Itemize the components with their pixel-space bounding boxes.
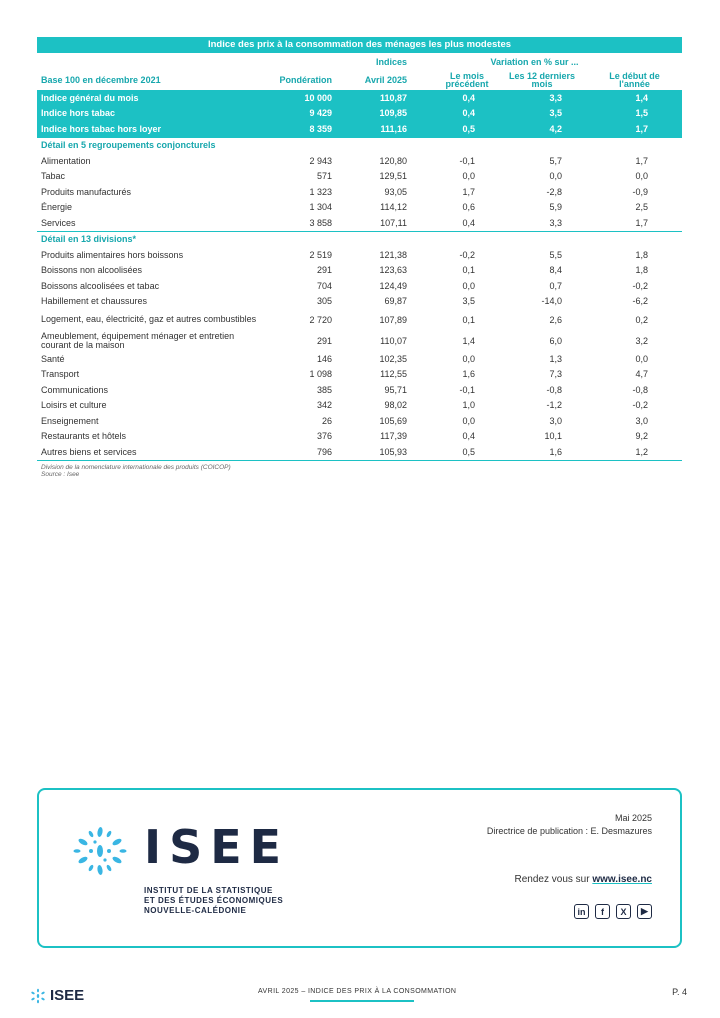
row-var-ytd: 0,0 bbox=[635, 353, 648, 364]
row-var-12m: 0,0 bbox=[549, 171, 562, 182]
row-label: Produits alimentaires hors boissons bbox=[41, 249, 184, 260]
row-index: 123,63 bbox=[379, 265, 407, 276]
publication-date: Mai 2025 bbox=[614, 813, 652, 823]
row-index: 69,87 bbox=[384, 296, 407, 307]
row-index: 121,38 bbox=[379, 249, 407, 260]
col-base-header: Base 100 en décembre 2021 bbox=[41, 75, 161, 85]
row-label: Ameublement, équipement ménager et entretien courant de la maison bbox=[41, 331, 235, 350]
row-label: Loisirs et culture bbox=[41, 400, 107, 411]
row-index: 107,11 bbox=[380, 217, 407, 228]
row-label: Logement, eau, électricité, gaz et autres combustibles bbox=[41, 314, 257, 325]
x-twitter-icon[interactable]: X bbox=[616, 904, 631, 919]
row-var-ytd: -6,2 bbox=[632, 296, 648, 307]
row-var-month: 0,5 bbox=[462, 446, 475, 457]
row-var-12m: 3,3 bbox=[549, 217, 562, 228]
row-label: Indice hors tabac bbox=[41, 108, 116, 119]
section-title-regroupements: Détail en 5 regroupements conjoncturels bbox=[37, 137, 682, 154]
highlight-row bbox=[37, 90, 682, 106]
row-var-12m: -0,8 bbox=[546, 384, 562, 395]
row-var-12m: 5,7 bbox=[549, 155, 562, 166]
row-label: Tabac bbox=[41, 171, 66, 182]
row-var-month: 0,4 bbox=[462, 217, 475, 228]
row-ponderation: 704 bbox=[316, 280, 332, 291]
page-number: P. 4 bbox=[672, 987, 687, 997]
row-var-12m: 1,3 bbox=[549, 353, 562, 364]
row-index: 110,87 bbox=[379, 92, 407, 103]
row-var-ytd: 1,2 bbox=[635, 446, 648, 457]
row-var-12m: 3,3 bbox=[549, 92, 562, 103]
row-var-ytd: 2,5 bbox=[635, 202, 648, 213]
row-var-ytd: -0,2 bbox=[632, 280, 648, 291]
col-debut-header: Le début de l'année bbox=[609, 71, 660, 89]
table-row bbox=[37, 247, 682, 263]
row-var-12m: 2,6 bbox=[549, 314, 562, 325]
row-var-ytd: -0,9 bbox=[632, 186, 648, 197]
logo-wordmark: ISEE bbox=[144, 820, 290, 874]
row-var-month: 0,0 bbox=[462, 280, 475, 291]
section1-rows bbox=[37, 153, 682, 231]
row-var-month: 1,6 bbox=[462, 369, 475, 380]
row-ponderation: 1 304 bbox=[309, 202, 332, 213]
logo-subtitle: INSTITUT DE LA STATISTIQUE ET DES ÉTUDES ÉCONOMIQUES NOUVELLE-CALÉDONIE bbox=[144, 886, 284, 915]
row-var-month: 1,7 bbox=[462, 186, 475, 197]
isee-snowflake-icon bbox=[69, 820, 131, 882]
publication-info bbox=[487, 812, 652, 838]
row-ponderation: 2 519 bbox=[309, 249, 332, 260]
row-var-month: 0,4 bbox=[462, 108, 475, 119]
highlight-row bbox=[37, 121, 682, 137]
row-ponderation: 8 359 bbox=[309, 123, 332, 134]
table-row bbox=[37, 278, 682, 294]
row-var-ytd: 1,5 bbox=[635, 108, 648, 119]
row-var-ytd: 1,8 bbox=[635, 265, 648, 276]
row-var-12m: 5,5 bbox=[549, 249, 562, 260]
table-row bbox=[37, 153, 682, 169]
row-var-ytd: 3,2 bbox=[635, 335, 648, 346]
row-var-month: 1,4 bbox=[462, 335, 475, 346]
table-row bbox=[37, 351, 682, 367]
row-var-ytd: 1,8 bbox=[635, 249, 648, 260]
section2-rows bbox=[37, 247, 682, 461]
row-var-month: 0,1 bbox=[462, 265, 475, 276]
row-ponderation: 305 bbox=[316, 296, 332, 307]
variation-group-header: Variation en % sur ... bbox=[490, 56, 579, 67]
table-title: Indice des prix à la consommation des ménages les plus modestes bbox=[37, 37, 682, 53]
publication-footer-box bbox=[37, 788, 682, 948]
row-ponderation: 3 858 bbox=[309, 217, 332, 228]
row-var-12m: -14,0 bbox=[541, 296, 562, 307]
row-label: Services bbox=[41, 217, 76, 228]
row-var-month: 0,4 bbox=[462, 92, 475, 103]
youtube-icon[interactable]: ▶ bbox=[637, 904, 652, 919]
row-label: Énergie bbox=[41, 202, 73, 213]
row-ponderation: 2 720 bbox=[309, 314, 332, 325]
table-row bbox=[37, 200, 682, 216]
publication-director: Directrice de publication : E. Desmazures bbox=[486, 826, 652, 836]
note-source: Source : Isee bbox=[41, 471, 80, 478]
row-var-ytd: 9,2 bbox=[635, 431, 648, 442]
section-title-divisions: Détail en 13 divisions* bbox=[37, 231, 682, 248]
row-var-12m: 1,6 bbox=[549, 446, 562, 457]
row-index: 109,85 bbox=[379, 108, 407, 119]
row-index: 110,07 bbox=[380, 335, 407, 346]
row-index: 95,71 bbox=[384, 384, 407, 395]
website-line: Rendez vous sur www.isee.nc bbox=[514, 874, 652, 885]
table-row bbox=[37, 169, 682, 185]
row-ponderation: 376 bbox=[316, 431, 332, 442]
row-var-month: 1,0 bbox=[462, 400, 475, 411]
row-var-ytd: 0,2 bbox=[635, 314, 648, 325]
row-label: Boissons alcoolisées et tabac bbox=[41, 280, 160, 291]
row-label: Habillement et chaussures bbox=[41, 296, 148, 307]
column-header-row bbox=[37, 70, 682, 90]
table-row bbox=[37, 309, 682, 330]
indices-group-header: Indices bbox=[375, 56, 407, 67]
table-row bbox=[37, 398, 682, 414]
row-label: Communications bbox=[41, 384, 109, 395]
row-index: 129,51 bbox=[379, 171, 407, 182]
row-var-month: 0,5 bbox=[462, 123, 475, 134]
row-var-month: -0,1 bbox=[459, 384, 475, 395]
table-row bbox=[37, 444, 682, 460]
row-var-12m: 3,0 bbox=[549, 415, 562, 426]
row-ponderation: 146 bbox=[316, 353, 332, 364]
row-var-ytd: -0,8 bbox=[632, 384, 648, 395]
footer-logo: ISEE bbox=[30, 987, 84, 1004]
row-index: 93,05 bbox=[384, 186, 407, 197]
row-var-month: 0,6 bbox=[462, 202, 475, 213]
row-var-month: 0,0 bbox=[462, 171, 475, 182]
table-row bbox=[37, 367, 682, 383]
col-12mois-header: Les 12 derniers mois bbox=[508, 71, 576, 89]
col-ponderation-header: Pondération bbox=[279, 75, 332, 85]
row-index: 120,80 bbox=[379, 155, 407, 166]
website-link[interactable]: www.isee.nc bbox=[592, 874, 652, 885]
row-ponderation: 26 bbox=[321, 415, 332, 426]
row-index: 112,55 bbox=[380, 369, 407, 380]
row-ponderation: 9 429 bbox=[309, 108, 332, 119]
row-var-12m: 7,3 bbox=[549, 369, 562, 380]
row-ponderation: 2 943 bbox=[309, 155, 332, 166]
highlight-row bbox=[37, 106, 682, 122]
row-var-month: 0,0 bbox=[462, 415, 475, 426]
row-var-ytd: 1,7 bbox=[635, 123, 648, 134]
row-var-ytd: 4,7 bbox=[635, 369, 648, 380]
row-label: Enseignement bbox=[41, 415, 99, 426]
row-var-12m: 8,4 bbox=[549, 265, 562, 276]
row-var-month: 3,5 bbox=[462, 296, 475, 307]
row-var-ytd: 1,7 bbox=[635, 217, 648, 228]
row-label: Indice général du mois bbox=[41, 92, 139, 103]
row-var-ytd: 0,0 bbox=[635, 171, 648, 182]
row-var-month: -0,2 bbox=[459, 249, 475, 260]
table-notes bbox=[37, 464, 682, 479]
cpi-table bbox=[37, 37, 682, 479]
row-ponderation: 291 bbox=[316, 335, 332, 346]
isee-mini-snowflake-icon bbox=[30, 988, 46, 1004]
row-ponderation: 796 bbox=[316, 446, 332, 457]
table-row bbox=[37, 429, 682, 445]
row-index: 107,89 bbox=[379, 314, 407, 325]
row-ponderation: 1 323 bbox=[309, 186, 332, 197]
row-index: 98,02 bbox=[384, 400, 407, 411]
row-ponderation: 1 098 bbox=[309, 369, 332, 380]
table-row bbox=[37, 294, 682, 310]
table-row bbox=[37, 215, 682, 231]
page-footer bbox=[0, 980, 720, 1010]
row-index: 111,16 bbox=[380, 123, 407, 134]
row-var-12m: 5,9 bbox=[549, 202, 562, 213]
row-label: Restaurants et hôtels bbox=[41, 431, 127, 442]
footer-title: AVRIL 2025 – INDICE DES PRIX À LA CONSOMMATION bbox=[258, 988, 457, 995]
row-var-month: 0,4 bbox=[462, 431, 475, 442]
row-var-12m: 10,1 bbox=[544, 431, 562, 442]
row-label: Produits manufacturés bbox=[41, 186, 132, 197]
row-index: 105,69 bbox=[379, 415, 407, 426]
table-row bbox=[37, 330, 682, 351]
row-var-ytd: 1,7 bbox=[635, 155, 648, 166]
row-index: 117,39 bbox=[380, 431, 407, 442]
row-index: 102,35 bbox=[379, 353, 407, 364]
col-avril-header: Avril 2025 bbox=[364, 75, 407, 85]
row-ponderation: 342 bbox=[316, 400, 332, 411]
highlight-rows bbox=[37, 90, 682, 137]
table-row bbox=[37, 263, 682, 279]
facebook-icon[interactable]: f bbox=[595, 904, 610, 919]
row-var-12m: 3,5 bbox=[549, 108, 562, 119]
row-index: 105,93 bbox=[379, 446, 407, 457]
row-ponderation: 571 bbox=[316, 171, 332, 182]
row-var-12m: 4,2 bbox=[549, 123, 562, 134]
isee-logo bbox=[69, 820, 290, 915]
row-label: Indice hors tabac hors loyer bbox=[41, 123, 162, 134]
row-label: Transport bbox=[41, 369, 80, 380]
row-var-ytd: 3,0 bbox=[635, 415, 648, 426]
table-row bbox=[37, 184, 682, 200]
table-row bbox=[37, 413, 682, 429]
row-ponderation: 385 bbox=[316, 384, 332, 395]
social-links bbox=[574, 904, 652, 919]
row-ponderation: 10 000 bbox=[304, 92, 332, 103]
row-var-month: 0,1 bbox=[462, 314, 475, 325]
row-index: 114,12 bbox=[380, 202, 407, 213]
row-index: 124,49 bbox=[379, 280, 407, 291]
row-var-ytd: -0,2 bbox=[632, 400, 648, 411]
row-var-month: 0,0 bbox=[462, 353, 475, 364]
row-var-12m: -1,2 bbox=[546, 400, 562, 411]
row-var-12m: -2,8 bbox=[546, 186, 562, 197]
header-group-row bbox=[37, 53, 682, 70]
table-row bbox=[37, 382, 682, 398]
row-label: Autres biens et services bbox=[41, 446, 137, 457]
footer-accent-line bbox=[310, 1000, 414, 1002]
row-var-12m: 6,0 bbox=[549, 335, 562, 346]
row-ponderation: 291 bbox=[316, 265, 332, 276]
note-coicop: Division de la nomenclature internationale des produits (COICOP) bbox=[41, 463, 231, 471]
row-label: Boissons non alcoolisées bbox=[41, 265, 143, 276]
linkedin-icon[interactable]: in bbox=[574, 904, 589, 919]
row-label: Santé bbox=[41, 353, 65, 364]
row-var-month: -0,1 bbox=[459, 155, 475, 166]
row-label: Alimentation bbox=[41, 155, 91, 166]
row-var-12m: 0,7 bbox=[549, 280, 562, 291]
col-mois-header: Le mois précédent bbox=[445, 71, 489, 89]
row-var-ytd: 1,4 bbox=[635, 92, 648, 103]
